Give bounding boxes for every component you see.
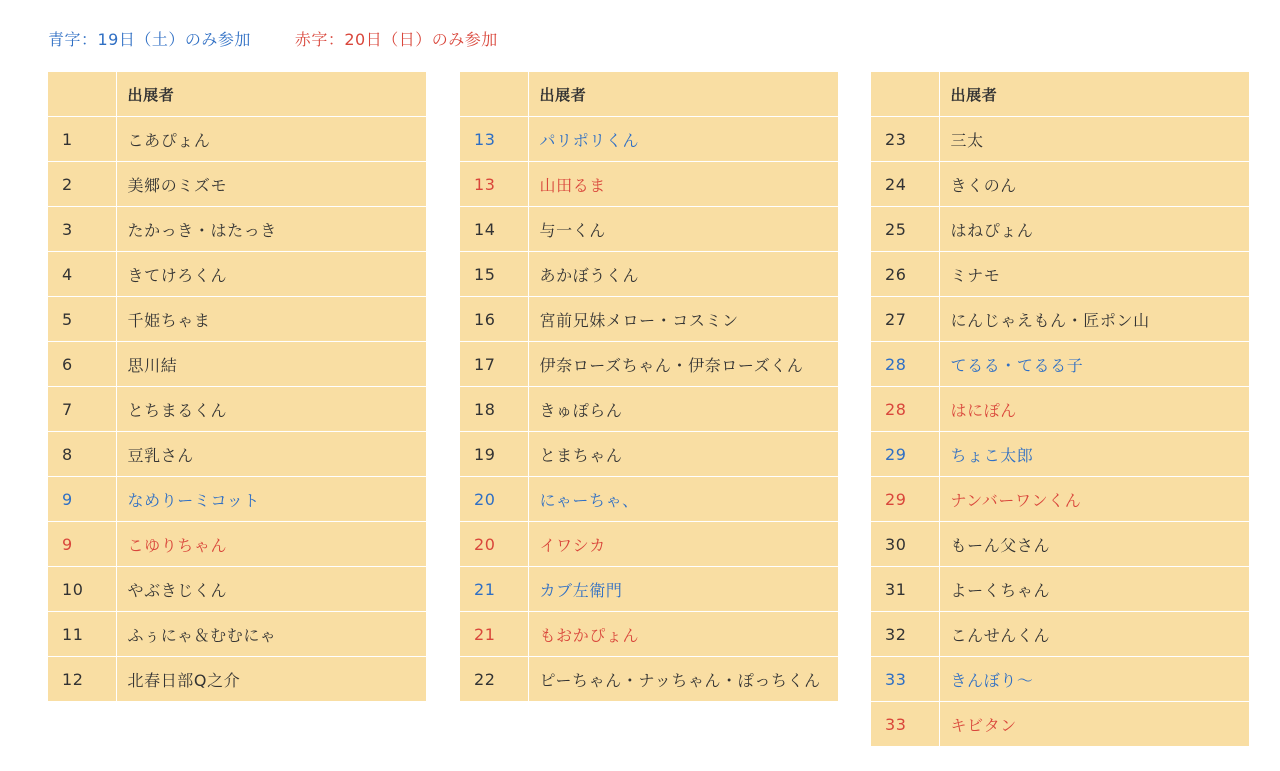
table-row xyxy=(48,432,426,477)
booth-number: 17 xyxy=(460,342,528,387)
exhibitor-name: 豆乳さん xyxy=(116,432,426,477)
table-row xyxy=(871,342,1249,387)
exhibitor-name: イワシカ xyxy=(528,522,838,567)
table-row xyxy=(48,657,426,702)
exhibitor-name: 三太 xyxy=(939,117,1249,162)
exhibitor-name: ふぅにゃ＆むむにゃ xyxy=(116,612,426,657)
booth-number: 31 xyxy=(871,567,939,612)
booth-number: 4 xyxy=(48,252,116,297)
booth-number: 33 xyxy=(871,702,939,747)
exhibitor-name: パリポリくん xyxy=(528,117,838,162)
exhibitor-name: やぶきじくん xyxy=(116,567,426,612)
table-row xyxy=(48,297,426,342)
booth-number: 26 xyxy=(871,252,939,297)
exhibitor-column-header: 出展者 xyxy=(528,72,838,117)
exhibitor-name: きてけろくん xyxy=(116,252,426,297)
booth-number: 29 xyxy=(871,477,939,522)
exhibitor-name: ミナモ xyxy=(939,252,1249,297)
table-row xyxy=(48,522,426,567)
booth-number: 25 xyxy=(871,207,939,252)
booth-number: 16 xyxy=(460,297,528,342)
exhibitor-name: にゃーちゃ、 xyxy=(528,477,838,522)
exhibitor-name: もおかぴょん xyxy=(528,612,838,657)
table-header-row xyxy=(48,72,426,117)
exhibitor-name: 山田るま xyxy=(528,162,838,207)
exhibitor-name: なめりーミコット xyxy=(116,477,426,522)
exhibitor-name: カブ左衛門 xyxy=(528,567,838,612)
number-column-header xyxy=(48,72,116,117)
exhibitor-name: たかっき・はたっき xyxy=(116,207,426,252)
table-row xyxy=(48,342,426,387)
table-row xyxy=(460,567,838,612)
exhibitor-name: 千姫ちゃま xyxy=(116,297,426,342)
table-row xyxy=(48,567,426,612)
table-row xyxy=(460,207,838,252)
exhibitor-name: よーくちゃん xyxy=(939,567,1249,612)
exhibitor-column-header: 出展者 xyxy=(116,72,426,117)
exhibitor-name: あかぼうくん xyxy=(528,252,838,297)
exhibitor-name: こゆりちゃん xyxy=(116,522,426,567)
participation-legend xyxy=(48,26,498,50)
table-row xyxy=(460,297,838,342)
table-row xyxy=(871,162,1249,207)
booth-number: 1 xyxy=(48,117,116,162)
table-row xyxy=(460,387,838,432)
exhibitor-name: にんじゃえもん・匠ポン山 xyxy=(939,297,1249,342)
exhibitor-name: てるる・てるる子 xyxy=(939,342,1249,387)
booth-number: 24 xyxy=(871,162,939,207)
exhibitor-name: ピーちゃん・ナッちゃん・ぽっちくん xyxy=(539,670,821,690)
table-row xyxy=(871,477,1249,522)
exhibitor-name: こんせんくん xyxy=(939,612,1249,657)
table-row xyxy=(871,657,1249,702)
booth-number: 20 xyxy=(460,477,528,522)
booth-number: 32 xyxy=(871,612,939,657)
table-row xyxy=(460,252,838,297)
exhibitor-name: とちまるくん xyxy=(116,387,426,432)
exhibitor-name: 与一くん xyxy=(528,207,838,252)
exhibitor-name: きゅぽらん xyxy=(528,387,838,432)
exhibitor-table-1 xyxy=(48,72,426,701)
booth-number: 11 xyxy=(48,612,116,657)
booth-number: 13 xyxy=(460,162,528,207)
booth-number: 6 xyxy=(48,342,116,387)
table-row xyxy=(460,657,838,702)
exhibitor-name: 宮前兄妹メロー・コスミン xyxy=(528,297,838,342)
exhibitor-name: キビタン xyxy=(950,715,1017,735)
table-row xyxy=(871,432,1249,477)
exhibitor-name: 美郷のミズモ xyxy=(116,162,426,207)
booth-number: 2 xyxy=(48,162,116,207)
table-row xyxy=(871,252,1249,297)
exhibitor-table-1-wrapper xyxy=(48,72,426,701)
table-row xyxy=(48,207,426,252)
booth-number: 7 xyxy=(48,387,116,432)
table-row xyxy=(460,342,838,387)
booth-number: 28 xyxy=(871,342,939,387)
number-column-header xyxy=(871,72,939,117)
table-row xyxy=(48,162,426,207)
table-row xyxy=(871,207,1249,252)
table-row xyxy=(48,612,426,657)
booth-number: 27 xyxy=(871,297,939,342)
table-row xyxy=(460,162,838,207)
booth-number: 5 xyxy=(48,297,116,342)
table-row xyxy=(871,117,1249,162)
table-row xyxy=(48,477,426,522)
booth-number: 14 xyxy=(460,207,528,252)
booth-number: 10 xyxy=(48,567,116,612)
booth-number: 18 xyxy=(460,387,528,432)
exhibitor-table-3 xyxy=(871,72,1249,746)
booth-number: 12 xyxy=(48,657,116,702)
exhibitor-name: もーん父さん xyxy=(939,522,1249,567)
booth-number: 21 xyxy=(460,612,528,657)
exhibitor-name: きくのん xyxy=(939,162,1249,207)
booth-number: 8 xyxy=(48,432,116,477)
booth-number: 3 xyxy=(48,207,116,252)
booth-number: 22 xyxy=(460,657,528,702)
number-column-header xyxy=(460,72,528,117)
booth-number: 30 xyxy=(871,522,939,567)
exhibitor-name: ナンバーワンくん xyxy=(939,477,1249,522)
table-header-row xyxy=(871,72,1249,117)
table-row xyxy=(48,117,426,162)
table-row xyxy=(871,612,1249,657)
table-row xyxy=(871,387,1249,432)
exhibitor-table-3-wrapper xyxy=(871,72,1249,746)
exhibitor-name: はねぴょん xyxy=(939,207,1249,252)
exhibitor-name: きんぼり〜 xyxy=(939,657,1249,702)
table-row xyxy=(460,522,838,567)
exhibitor-name: とまちゃん xyxy=(528,432,838,477)
exhibitor-table-2 xyxy=(460,72,838,701)
exhibitor-name: 北春日部Q之介 xyxy=(127,670,241,690)
booth-number: 9 xyxy=(48,477,116,522)
exhibitor-name: はにぽん xyxy=(939,387,1249,432)
legend-red-sunday-only: 赤字：20日（日）のみ参加 xyxy=(294,29,498,49)
legend-blue-saturday-only: 青字：19日（土）のみ参加 xyxy=(48,29,251,49)
booth-number: 9 xyxy=(48,522,116,567)
exhibitor-table-2-wrapper xyxy=(460,72,838,701)
table-row xyxy=(871,522,1249,567)
table-header-row xyxy=(460,72,838,117)
booth-number: 21 xyxy=(460,567,528,612)
booth-number: 15 xyxy=(460,252,528,297)
table-row xyxy=(48,252,426,297)
table-row xyxy=(48,387,426,432)
exhibitor-name: こあぴょん xyxy=(116,117,426,162)
table-row xyxy=(460,432,838,477)
booth-number: 13 xyxy=(460,117,528,162)
booth-number: 20 xyxy=(460,522,528,567)
booth-number: 23 xyxy=(871,117,939,162)
booth-number: 19 xyxy=(460,432,528,477)
booth-number: 28 xyxy=(871,387,939,432)
table-row xyxy=(460,612,838,657)
table-row xyxy=(871,567,1249,612)
table-row xyxy=(460,117,838,162)
table-row xyxy=(871,297,1249,342)
table-row xyxy=(871,702,1249,747)
table-row xyxy=(460,477,838,522)
booth-number: 33 xyxy=(871,657,939,702)
exhibitor-name: 伊奈ローズちゃん・伊奈ローズくん xyxy=(528,342,838,387)
exhibitor-name: ちょこ太郎 xyxy=(939,432,1249,477)
exhibitor-name: 思川結 xyxy=(116,342,426,387)
exhibitor-column-header: 出展者 xyxy=(939,72,1249,117)
booth-number: 29 xyxy=(871,432,939,477)
